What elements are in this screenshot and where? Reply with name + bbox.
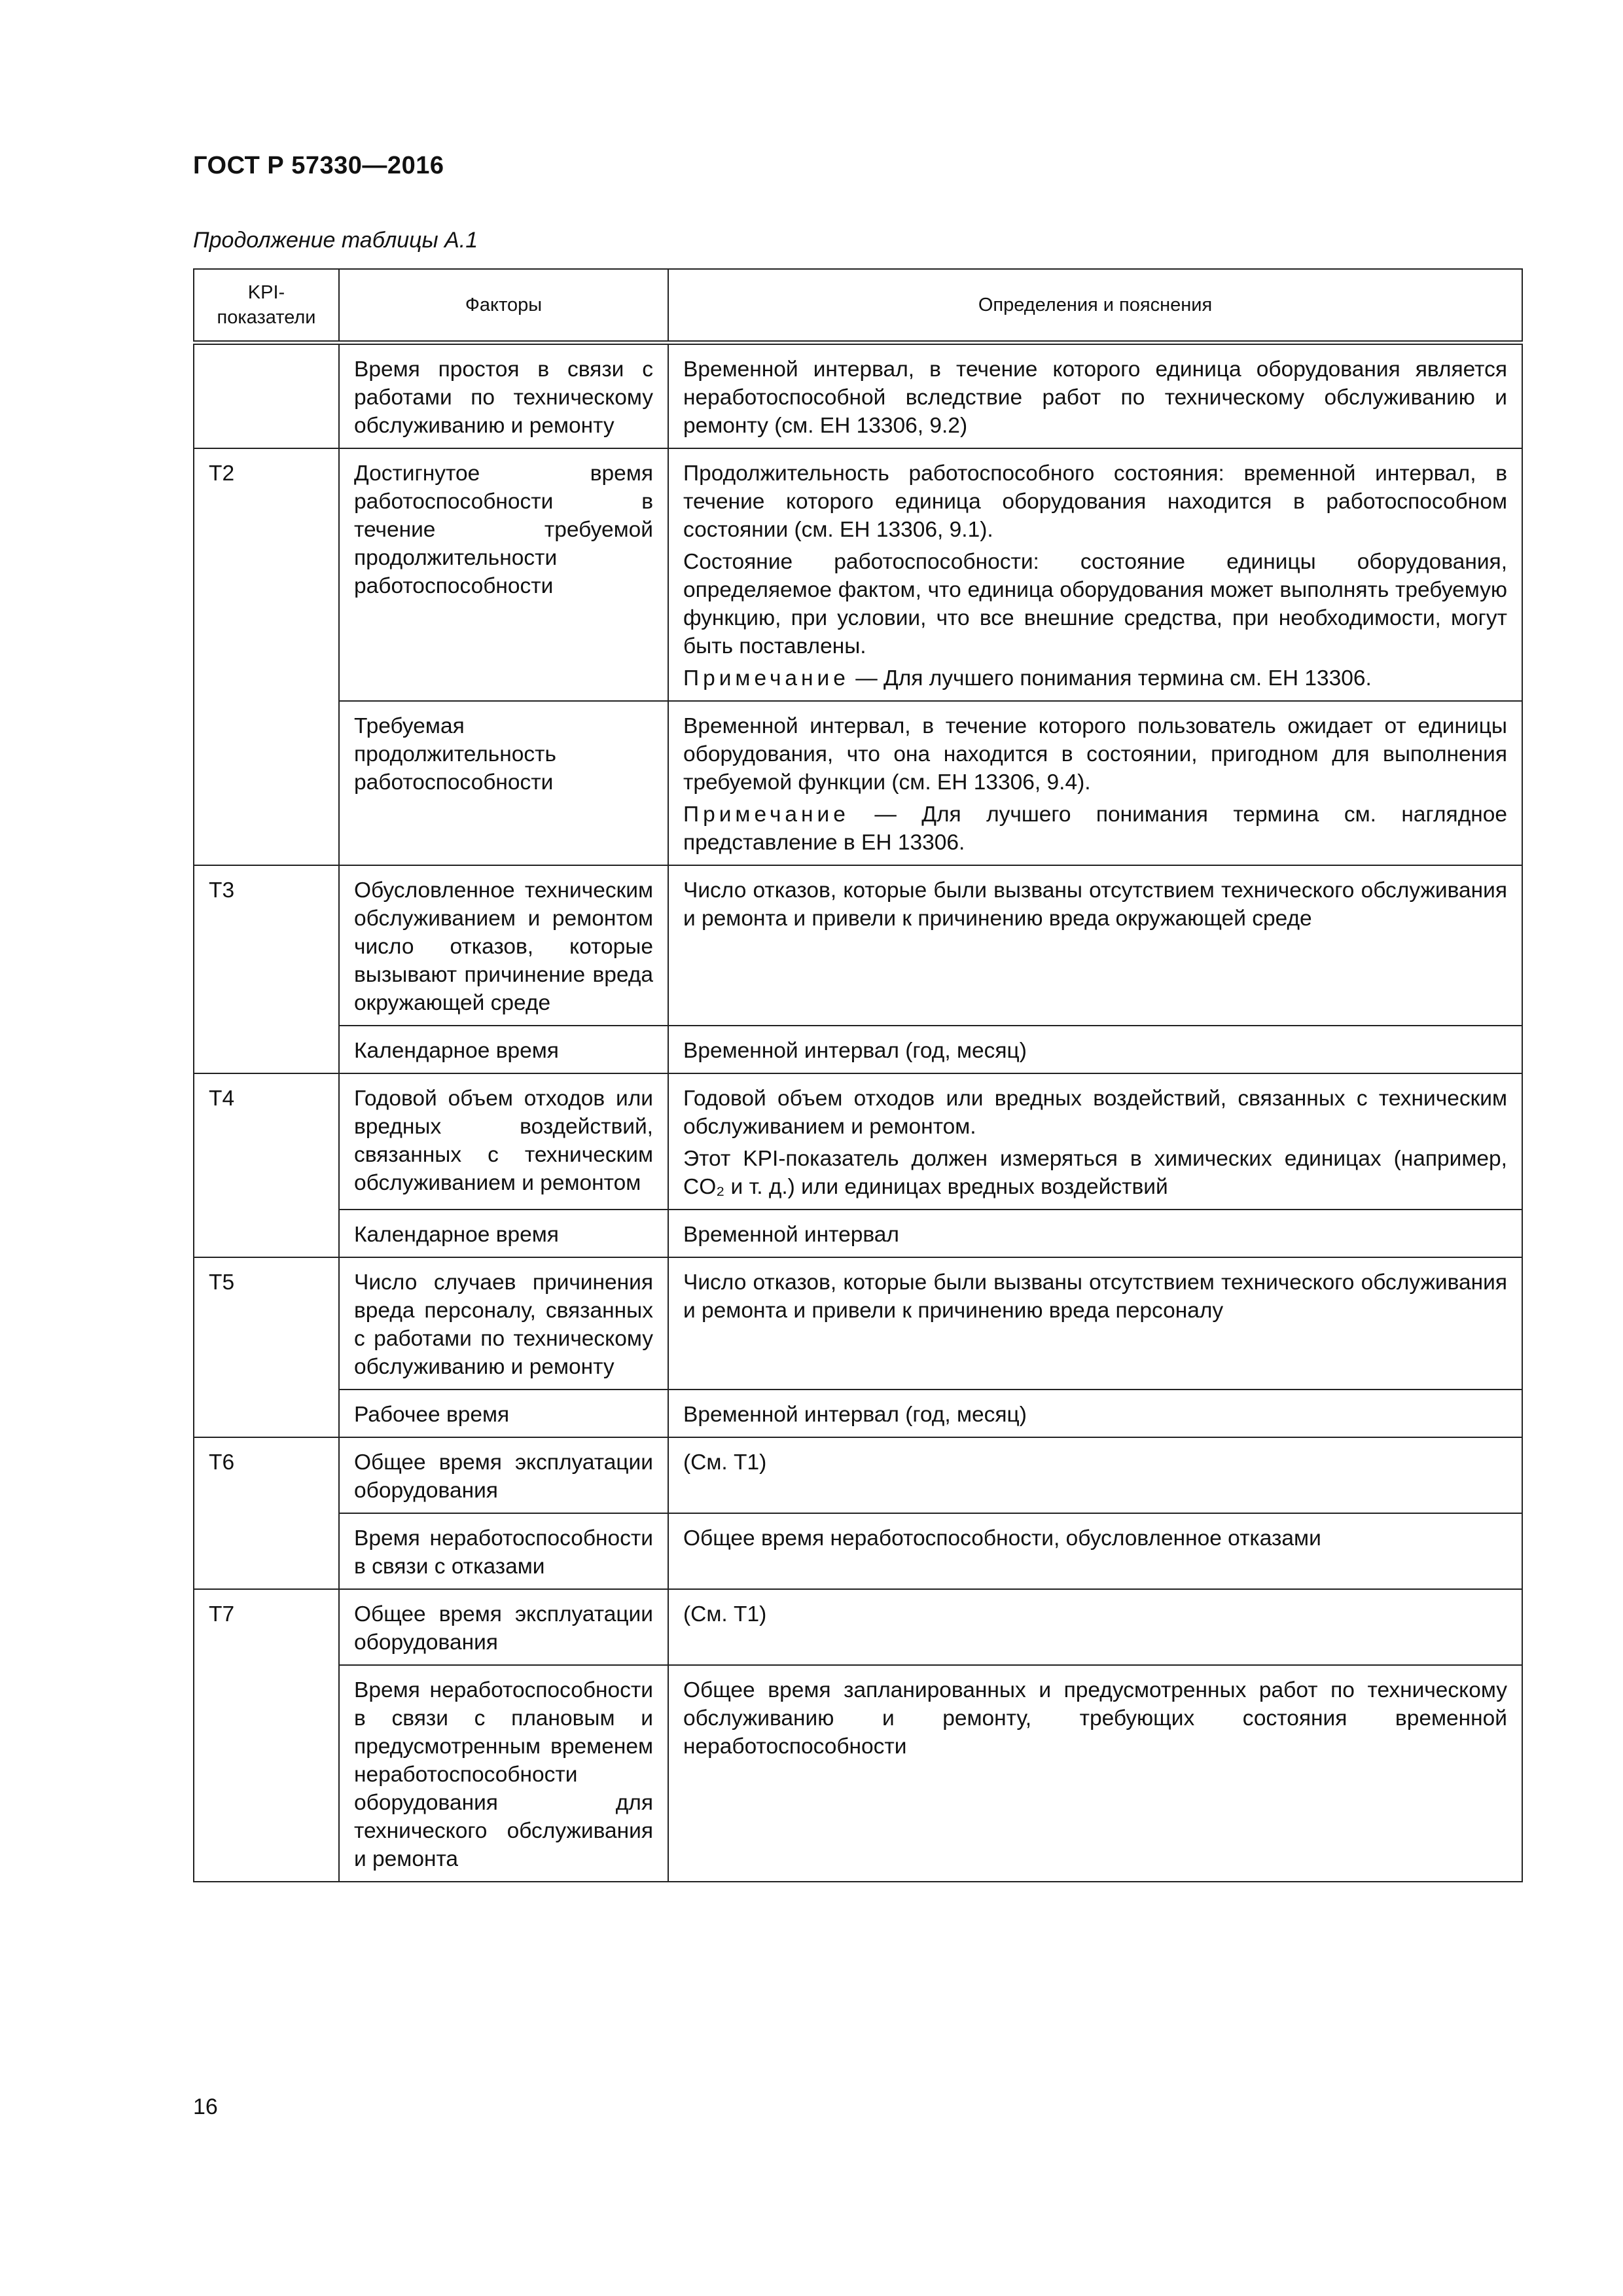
kpi-code-cell: Т2 xyxy=(194,448,339,865)
definition-cell xyxy=(668,1026,1522,1073)
table-row xyxy=(194,701,1522,865)
definition-paragraph: Общее время неработоспособности, обусловленное отказами xyxy=(683,1526,1321,1551)
definition-paragraph: (См. Т1) xyxy=(683,1602,767,1626)
factor-cell: Обусловленное техническим обслуживанием и ремонтом число отказов, которые вызывают причинение вреда окружающей среде xyxy=(339,865,668,1026)
kpi-table xyxy=(193,268,1523,1882)
definition-paragraph: Состояние работоспособности: состояние единицы оборудования, определяемое фактом, что единица оборудования может выполнять требуемую функцию, при условии, что все внешние средства, при необходимости, могут быть поставлены. xyxy=(683,550,1507,658)
kpi-code-cell: Т4 xyxy=(194,1073,339,1257)
factor-cell: Время простоя в связи с работами по техническому обслуживанию и ремонту xyxy=(339,343,668,449)
factor-cell: Календарное время xyxy=(339,1210,668,1257)
table-row xyxy=(194,448,1522,701)
table-continuation-caption: Продолжение таблицы А.1 xyxy=(193,228,478,253)
table-row xyxy=(194,1437,1522,1513)
definition-paragraph: Временной интервал xyxy=(683,1223,899,1247)
kpi-code-cell: Т3 xyxy=(194,865,339,1073)
note-text: — Для лучшего понимания термина см. ЕН 13306. xyxy=(849,666,1372,691)
definition-cell xyxy=(668,1390,1522,1437)
definition-cell xyxy=(668,865,1522,1026)
table-row xyxy=(194,1589,1522,1665)
definition-paragraph: Временной интервал, в течение которого единица оборудования является неработоспособной вследствие работ по техническому обслуживанию и ремонту (см. ЕН 13306, 9.2) xyxy=(683,357,1507,438)
definition-cell xyxy=(668,1257,1522,1390)
note-paragraph xyxy=(683,664,1507,692)
table-row xyxy=(194,1257,1522,1390)
definition-paragraph: Временной интервал, в течение которого пользователь ожидает от единицы оборудования, что она находится в состоянии, пригодном для выполнения требуемой функции (см. ЕН 13306, 9.4). xyxy=(683,714,1507,795)
definition-paragraph: Годовой объем отходов или вредных воздействий, связанных с техническим обслуживанием и ремонтом. xyxy=(683,1086,1507,1139)
kpi-code-cell: Т5 xyxy=(194,1257,339,1437)
table-row xyxy=(194,865,1522,1026)
definition-cell xyxy=(668,1437,1522,1513)
definition-cell xyxy=(668,1073,1522,1210)
page-number: 16 xyxy=(193,2094,218,2119)
definition-cell xyxy=(668,343,1522,449)
header-factors: Факторы xyxy=(339,269,668,343)
factor-cell: Общее время эксплуатации оборудования xyxy=(339,1589,668,1665)
factor-cell: Достигнутое время работоспособности в течение требуемой продолжительности работоспособности xyxy=(339,448,668,701)
definition-paragraph: Этот KPI-показатель должен измеряться в химических единицах (например, CO₂ и т. д.) или единицах вредных воздействий xyxy=(683,1147,1507,1199)
definition-cell xyxy=(668,448,1522,701)
definition-cell xyxy=(668,1210,1522,1257)
definition-cell xyxy=(668,1513,1522,1589)
header-kpi: KPI-показатели xyxy=(194,269,339,343)
factor-cell: Календарное время xyxy=(339,1026,668,1073)
factor-cell: Общее время эксплуатации оборудования xyxy=(339,1437,668,1513)
note-paragraph xyxy=(683,800,1507,857)
table-row xyxy=(194,1073,1522,1210)
kpi-code-cell: Т7 xyxy=(194,1589,339,1882)
definition-paragraph: Продолжительность работоспособного состояния: временной интервал, в течение которого единица оборудования находится в работоспособном состоянии (см. ЕН 13306, 9.1). xyxy=(683,461,1507,542)
table-header-row xyxy=(194,269,1522,343)
factor-cell: Требуемая продолжительность работоспособности xyxy=(339,701,668,865)
factor-cell: Рабочее время xyxy=(339,1390,668,1437)
table-row xyxy=(194,343,1522,449)
table-row xyxy=(194,1390,1522,1437)
kpi-code-cell xyxy=(194,343,339,449)
note-text: — Для лучшего понимания термина см. наглядное представление в ЕН 13306. xyxy=(683,802,1507,855)
definition-paragraph: Число отказов, которые были вызваны отсутствием технического обслуживания и ремонта и привели к причинению вреда персоналу xyxy=(683,1270,1507,1323)
header-definitions: Определения и пояснения xyxy=(668,269,1522,343)
table-row xyxy=(194,1026,1522,1073)
definition-paragraph: Общее время запланированных и предусмотренных работ по техническому обслуживанию и ремонту, требующих состояния временной неработоспособности xyxy=(683,1678,1507,1759)
definition-paragraph: (См. Т1) xyxy=(683,1450,767,1475)
definition-paragraph: Временной интервал (год, месяц) xyxy=(683,1403,1027,1427)
table-row xyxy=(194,1513,1522,1589)
table-row xyxy=(194,1665,1522,1882)
definition-paragraph: Число отказов, которые были вызваны отсутствием технического обслуживания и ремонта и привели к причинению вреда окружающей среде xyxy=(683,878,1507,931)
standard-title: ГОСТ Р 57330—2016 xyxy=(193,152,444,179)
factor-cell: Время неработоспособности в связи с отказами xyxy=(339,1513,668,1589)
factor-cell: Время неработоспособности в связи с плановым и предусмотренным временем неработоспособности оборудования для технического обслуживания и ремонта xyxy=(339,1665,668,1882)
note-label: Примечание xyxy=(683,666,849,691)
kpi-code-cell: Т6 xyxy=(194,1437,339,1589)
table-body xyxy=(194,343,1522,1882)
factor-cell: Число случаев причинения вреда персоналу, связанных с работами по техническому обслуживанию и ремонту xyxy=(339,1257,668,1390)
definition-cell xyxy=(668,701,1522,865)
definition-cell xyxy=(668,1665,1522,1882)
definition-paragraph: Временной интервал (год, месяц) xyxy=(683,1039,1027,1063)
note-label: Примечание xyxy=(683,802,849,827)
table-row xyxy=(194,1210,1522,1257)
factor-cell: Годовой объем отходов или вредных воздействий, связанных с техническим обслуживанием и ремонтом xyxy=(339,1073,668,1210)
definition-cell xyxy=(668,1589,1522,1665)
